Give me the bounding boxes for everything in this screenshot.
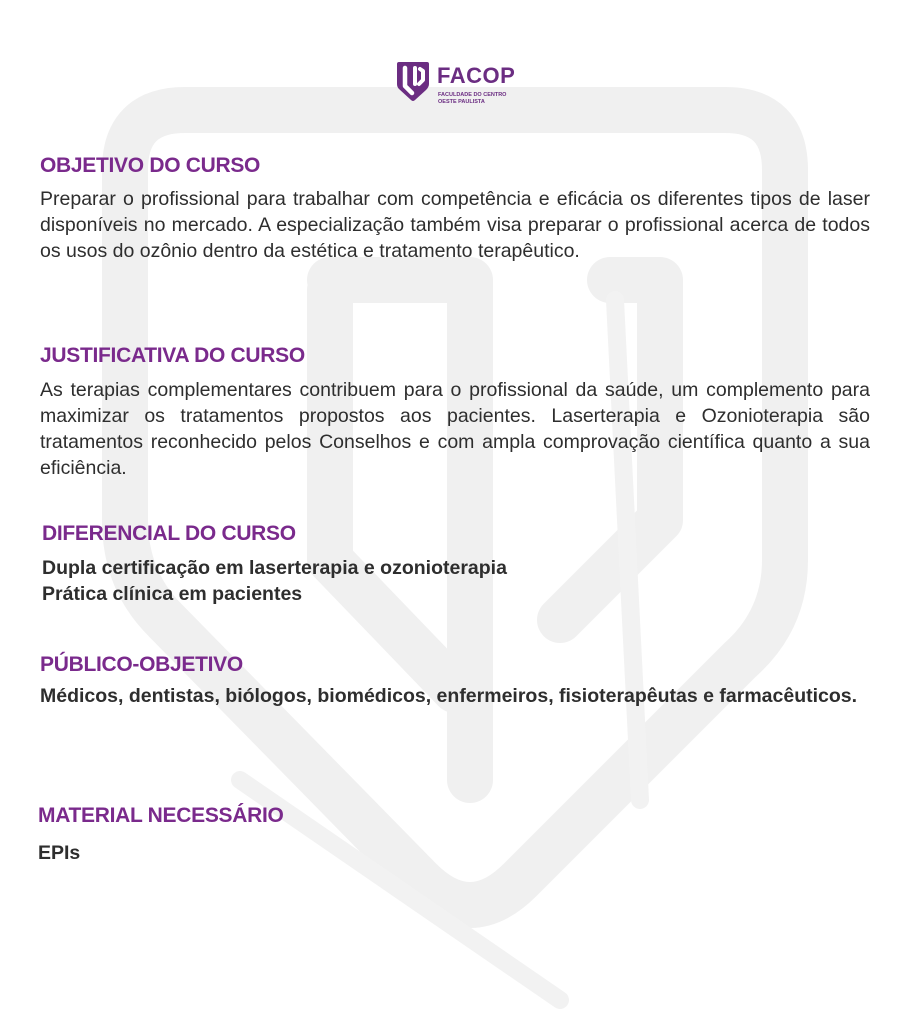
brand-subtitle-line-1: FACULDADE DO CENTRO	[438, 92, 507, 98]
facop-shield-icon	[395, 60, 431, 102]
material-text: EPIs	[38, 842, 81, 864]
objetivo-text: Preparar o profissional para trabalhar com competência e eficácia os diferentes tipos de laser disponíveis no mercado. A especialização também visa preparar o profissional acerca de todos os usos do ozônio dentro da estética e tratamento terapêutico.	[40, 188, 870, 262]
diferencial-title: DIFERENCIAL DO CURSO	[42, 522, 296, 545]
facop-logo	[395, 60, 525, 110]
brand-name: FACOP	[437, 63, 516, 88]
diferencial-list	[42, 555, 872, 607]
objetivo-title: OBJETIVO DO CURSO	[40, 154, 261, 177]
brand-subtitle-line-2: OESTE PAULISTA	[438, 98, 485, 105]
diferencial-item: Prática clínica em pacientes	[42, 583, 303, 605]
diferencial-item: Dupla certificação em laserterapia e ozonioterapia	[42, 557, 507, 579]
material-title: MATERIAL NECESSÁRIO	[38, 804, 284, 827]
publico-text: Médicos, dentistas, biólogos, biomédicos, enfermeiros, fisioterapêutas e farmacêuticos.	[40, 685, 858, 707]
justificativa-text: As terapias complementares contribuem para o profissional da saúde, um complemento para maximizar os tratamentos propostos aos pacientes. Laserterapia e Ozonioterapia são tratamentos reconhecido pelos Conselhos e com ampla comprovação científica quanto a sua eficiência.	[40, 379, 870, 479]
brand-subtitle	[438, 92, 528, 105]
publico-title: PÚBLICO-OBJETIVO	[40, 653, 243, 676]
justificativa-title: JUSTIFICATIVA DO CURSO	[40, 344, 305, 367]
